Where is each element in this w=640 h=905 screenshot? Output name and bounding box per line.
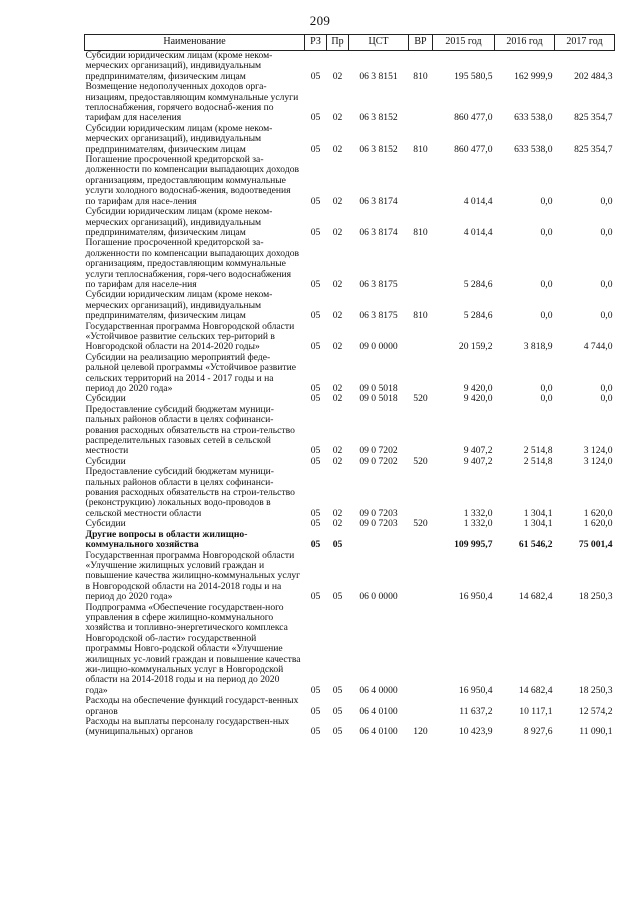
cell-2015: 9 420,0 bbox=[463, 383, 493, 394]
cell-name: Расходы на выплаты персоналу государствен-ных (муниципальных) органов bbox=[85, 716, 290, 738]
cell-2015: 16 950,4 bbox=[458, 591, 493, 603]
cell-name: Субсидии юридическим лицам (кроме неком-мерческих организаций), индивидуальным предпринимателям, физическим лицам bbox=[85, 50, 273, 82]
header-pr: Пр bbox=[327, 35, 349, 51]
cell-rz: 05 bbox=[310, 383, 321, 394]
table-row bbox=[85, 530, 615, 551]
cell-cst: 06 3 8175 bbox=[359, 310, 398, 322]
cell-2016: 14 682,4 bbox=[518, 591, 553, 603]
cell-name: Погашение просроченной кредиторской за-долженности по компенсации выпадающих доходов организациям, предоставляющим коммунальные услуги холодного водоснаб-жения, водоотведения по тарифам для насе-ления bbox=[85, 154, 300, 207]
cell-name: Государственная программа Новгородской области «Улучшение жилищных условий граждан и повышение качества жилищно-коммунальных услуг в Новгородской области на 2014-2018 годы и на период до 2020 года» bbox=[85, 549, 301, 603]
cell-name: Субсидии юридическим лицам (кроме неком-мерческих организаций), индивидуальным предпринимателям, физическим лицам bbox=[85, 289, 273, 322]
cell-pr: 02 bbox=[332, 226, 343, 238]
cell-2016: 14 682,4 bbox=[518, 684, 553, 696]
cell-vr bbox=[409, 467, 433, 519]
cell-pr: 02 bbox=[332, 143, 343, 155]
header-2017: 2017 год bbox=[555, 35, 615, 51]
cell-2015: 1 332,0 bbox=[463, 518, 493, 530]
cell-pr: 02 bbox=[332, 518, 343, 530]
cell-2015: 9 407,2 bbox=[463, 445, 493, 457]
cell-vr bbox=[409, 603, 433, 697]
cell-cst: 06 3 8152 bbox=[359, 112, 398, 124]
cell-vr: 520 bbox=[413, 518, 428, 530]
cell-2017: 12 574,2 bbox=[578, 705, 613, 717]
table-row bbox=[85, 51, 615, 83]
cell-vr: 810 bbox=[413, 310, 428, 322]
cell-pr: 02 bbox=[332, 278, 343, 290]
cell-rz: 05 bbox=[310, 195, 321, 207]
cell-2015: 1 332,0 bbox=[463, 507, 493, 519]
cell-2016: 0,0 bbox=[540, 310, 553, 322]
cell-vr bbox=[409, 82, 433, 124]
cell-cst: 06 3 8174 bbox=[359, 226, 398, 238]
table-row bbox=[85, 290, 615, 321]
cell-2017: 18 250,3 bbox=[578, 591, 613, 603]
cell-2017: 202 484,3 bbox=[574, 70, 613, 82]
cell-2016: 0,0 bbox=[540, 383, 553, 394]
cell-rz: 05 bbox=[310, 684, 321, 696]
cell-name: Погашение просроченной кредиторской за-долженности по компенсации выпадающих доходов организациям, предоставляющим коммунальные услуги теплоснабжения, горя-чего водоснабжения по тарифам для населе-ния bbox=[85, 237, 300, 290]
cell-2017: 0,0 bbox=[600, 393, 613, 405]
cell-2016: 0,0 bbox=[540, 195, 553, 207]
cell-pr: 05 bbox=[332, 539, 343, 551]
cell-name: Субсидии юридическим лицам (кроме неком-мерческих организаций), индивидуальным предпринимателям, физическим лицам bbox=[85, 122, 273, 155]
cell-2016: 3 818,9 bbox=[523, 341, 553, 353]
table-row bbox=[85, 467, 615, 519]
cell-2016: 1 304,1 bbox=[523, 518, 553, 530]
cell-vr bbox=[409, 353, 433, 395]
cell-2016: 0,0 bbox=[540, 278, 553, 290]
cell-name: Субсидии bbox=[85, 455, 126, 467]
cell-cst: 06 3 8175 bbox=[359, 278, 398, 290]
cell-2017: 0,0 bbox=[600, 278, 613, 290]
cell-rz: 05 bbox=[310, 226, 321, 238]
cell-rz: 05 bbox=[310, 310, 321, 322]
cell-vr: 520 bbox=[413, 455, 428, 467]
header-cst: ЦСТ bbox=[349, 35, 409, 51]
cell-cst: 09 0 0000 bbox=[359, 341, 398, 353]
cell-2015: 9 407,2 bbox=[463, 455, 493, 467]
cell-cst: 09 0 5018 bbox=[359, 383, 398, 394]
cell-pr: 02 bbox=[332, 393, 343, 405]
cell-cst: 06 3 8174 bbox=[359, 195, 398, 207]
cell-rz: 05 bbox=[310, 278, 321, 290]
cell-vr bbox=[409, 405, 433, 457]
cell-vr bbox=[409, 155, 433, 207]
cell-name: Другие вопросы в области жилищно-коммунального хозяйства bbox=[85, 528, 248, 551]
cell-2016: 2 514,8 bbox=[523, 445, 553, 457]
header-rz: РЗ bbox=[305, 35, 327, 51]
cell-cst: 06 3 8151 bbox=[359, 70, 398, 82]
cell-2016: 8 927,6 bbox=[523, 726, 553, 738]
cell-2015: 9 420,0 bbox=[463, 393, 493, 405]
cell-name: Субсидии bbox=[85, 393, 126, 405]
cell-rz: 05 bbox=[310, 518, 321, 530]
cell-pr: 02 bbox=[332, 341, 343, 353]
page-number: 209 bbox=[309, 13, 331, 28]
cell-2015: 16 950,4 bbox=[458, 684, 493, 696]
table-row bbox=[85, 322, 615, 353]
cell-rz: 05 bbox=[310, 70, 321, 82]
cell-name: Возмещение недополученных доходов орга-низациям, предоставляющим коммунальные услуги теплоснабжения, горячего водоснаб-жения по тарифам для населения bbox=[85, 81, 299, 124]
cell-2015: 20 159,2 bbox=[458, 341, 493, 353]
cell-pr: 02 bbox=[332, 195, 343, 207]
cell-2017: 1 620,0 bbox=[583, 518, 613, 530]
cell-name: Предоставление субсидий бюджетам муници-пальных районов области в целях софинанси-рования расходных обязательств на строи-тельство распределительных газовых сетей в сельской местности bbox=[85, 403, 295, 457]
cell-2017: 0,0 bbox=[600, 310, 613, 322]
cell-2016: 633 538,0 bbox=[514, 143, 553, 155]
budget-table bbox=[84, 34, 615, 738]
header-row bbox=[85, 35, 615, 51]
cell-cst: 09 0 5018 bbox=[359, 393, 398, 405]
cell-vr: 120 bbox=[413, 726, 428, 738]
cell-vr: 520 bbox=[413, 393, 428, 405]
cell-cst: 09 0 7202 bbox=[359, 445, 398, 457]
cell-2015: 4 014,4 bbox=[463, 226, 493, 238]
cell-2016: 162 999,9 bbox=[514, 70, 553, 82]
cell-name: Субсидии на реализацию мероприятий феде-ральной целевой программы «Устойчивое развитие сельских территорий на 2014 - 2017 годы и на период до 2020 года» bbox=[85, 351, 296, 394]
cell-2015: 10 423,9 bbox=[458, 726, 493, 738]
cell-2015: 5 284,6 bbox=[463, 310, 493, 322]
cell-name: Расходы на обеспечение функций государст-венных органов bbox=[85, 695, 299, 717]
cell-2017: 825 354,7 bbox=[574, 143, 613, 155]
cell-name: Предоставление субсидий бюджетам муници-пальных районов области в целях софинанси-рования расходных обязательств на строи-тельство (реконструкцию) локальных водо-проводов в сельской местности области bbox=[85, 466, 295, 519]
cell-2015: 860 477,0 bbox=[454, 143, 493, 155]
cell-cst: 06 4 0000 bbox=[359, 684, 398, 696]
cell-rz: 05 bbox=[310, 507, 321, 519]
cell-2017: 825 354,7 bbox=[574, 112, 613, 124]
cell-rz: 05 bbox=[310, 445, 321, 457]
table-row bbox=[85, 353, 615, 395]
cell-2015: 11 637,2 bbox=[459, 705, 493, 717]
cell-rz: 05 bbox=[310, 455, 321, 467]
cell-2017: 0,0 bbox=[600, 226, 613, 238]
table-row bbox=[85, 238, 615, 290]
cell-rz: 05 bbox=[310, 726, 321, 738]
cell-2016: 1 304,1 bbox=[523, 507, 553, 519]
cell-vr: 810 bbox=[413, 143, 428, 155]
cell-rz: 05 bbox=[310, 341, 321, 353]
cell-cst: 06 3 8152 bbox=[359, 143, 398, 155]
header-2015: 2015 год bbox=[433, 35, 495, 51]
table-row bbox=[85, 696, 615, 717]
cell-pr: 05 bbox=[332, 705, 343, 717]
cell-vr: 810 bbox=[413, 226, 428, 238]
cell-rz: 05 bbox=[310, 591, 321, 603]
cell-2017: 0,0 bbox=[600, 195, 613, 207]
cell-pr: 02 bbox=[332, 70, 343, 82]
header-2016: 2016 год bbox=[495, 35, 555, 51]
cell-2015: 109 995,7 bbox=[454, 539, 493, 551]
table-row bbox=[85, 603, 615, 697]
cell-2017: 3 124,0 bbox=[583, 455, 613, 467]
cell-2016: 61 546,2 bbox=[518, 539, 553, 551]
cell-pr: 05 bbox=[332, 684, 343, 696]
cell-cst: 09 0 7203 bbox=[359, 518, 398, 530]
table-header bbox=[85, 35, 615, 51]
header-vr: ВР bbox=[409, 35, 433, 51]
cell-2016: 0,0 bbox=[540, 393, 553, 405]
cell-pr: 05 bbox=[332, 591, 343, 603]
cell-2015: 195 580,5 bbox=[454, 70, 493, 82]
table-row bbox=[85, 405, 615, 457]
cell-vr bbox=[409, 696, 433, 717]
cell-2016: 633 538,0 bbox=[514, 112, 553, 124]
cell-pr: 02 bbox=[332, 507, 343, 519]
cell-2017: 1 620,0 bbox=[583, 507, 613, 519]
cell-name: Государственная программа Новгородской области «Устойчивое развитие сельских тер-риторий в Новгородской области на 2014-2020 годы» bbox=[85, 320, 295, 353]
cell-name: Субсидии bbox=[85, 518, 126, 530]
cell-2017: 0,0 bbox=[600, 383, 613, 394]
cell-pr: 05 bbox=[332, 726, 343, 738]
table-body bbox=[85, 51, 615, 738]
cell-2017: 18 250,3 bbox=[578, 684, 613, 696]
cell-2017: 11 090,1 bbox=[579, 726, 613, 738]
cell-cst: 06 4 0100 bbox=[359, 705, 398, 717]
cell-rz: 05 bbox=[310, 539, 321, 551]
cell-vr bbox=[409, 238, 433, 290]
cell-2015: 4 014,4 bbox=[463, 195, 493, 207]
table-row bbox=[85, 717, 615, 738]
cell-2016: 10 117,1 bbox=[519, 705, 553, 717]
table-row bbox=[85, 551, 615, 603]
cell-name: Подпрограмма «Обеспечение государствен-ного управления в сфере жилищно-коммунального хозяйства и топливно-энергетического комплекса Новгородской об-ласти» государственной программы Новго-родской области «Улучшение жилищных ус-ловий граждан и повышение качества жи-лищно-коммунальных услуг в Новгородской области на 2014-2018 годы и на период до 2020 года» bbox=[85, 601, 301, 696]
cell-cst: 09 0 7203 bbox=[359, 507, 398, 519]
header-name: Наименование bbox=[85, 35, 305, 51]
cell-2017: 4 744,0 bbox=[583, 341, 613, 353]
cell-2017: 3 124,0 bbox=[583, 445, 613, 457]
cell-cst: 09 0 7202 bbox=[359, 455, 398, 467]
cell-rz: 05 bbox=[310, 143, 321, 155]
cell-2015: 5 284,6 bbox=[463, 278, 493, 290]
cell-vr: 810 bbox=[413, 70, 428, 82]
table-row bbox=[85, 124, 615, 155]
cell-vr bbox=[409, 530, 433, 551]
cell-pr: 02 bbox=[332, 455, 343, 467]
cell-2016: 2 514,8 bbox=[523, 455, 553, 467]
cell-2016: 0,0 bbox=[540, 226, 553, 238]
cell-2015: 860 477,0 bbox=[454, 112, 493, 124]
table-row bbox=[85, 207, 615, 238]
cell-cst bbox=[349, 530, 409, 551]
table-row bbox=[85, 82, 615, 124]
cell-rz: 05 bbox=[310, 705, 321, 717]
table-row bbox=[85, 155, 615, 207]
cell-vr bbox=[409, 322, 433, 353]
cell-cst: 06 0 0000 bbox=[359, 591, 398, 603]
cell-pr: 02 bbox=[332, 445, 343, 457]
cell-pr: 02 bbox=[332, 112, 343, 124]
cell-pr: 02 bbox=[332, 310, 343, 322]
cell-cst: 06 4 0100 bbox=[359, 726, 398, 738]
cell-vr bbox=[409, 551, 433, 603]
cell-pr: 02 bbox=[332, 383, 343, 394]
cell-rz: 05 bbox=[310, 393, 321, 405]
cell-rz: 05 bbox=[310, 112, 321, 124]
cell-2017: 75 001,4 bbox=[578, 539, 613, 551]
cell-name: Субсидии юридическим лицам (кроме неком-мерческих организаций), индивидуальным предпринимателям, физическим лицам bbox=[85, 206, 273, 238]
